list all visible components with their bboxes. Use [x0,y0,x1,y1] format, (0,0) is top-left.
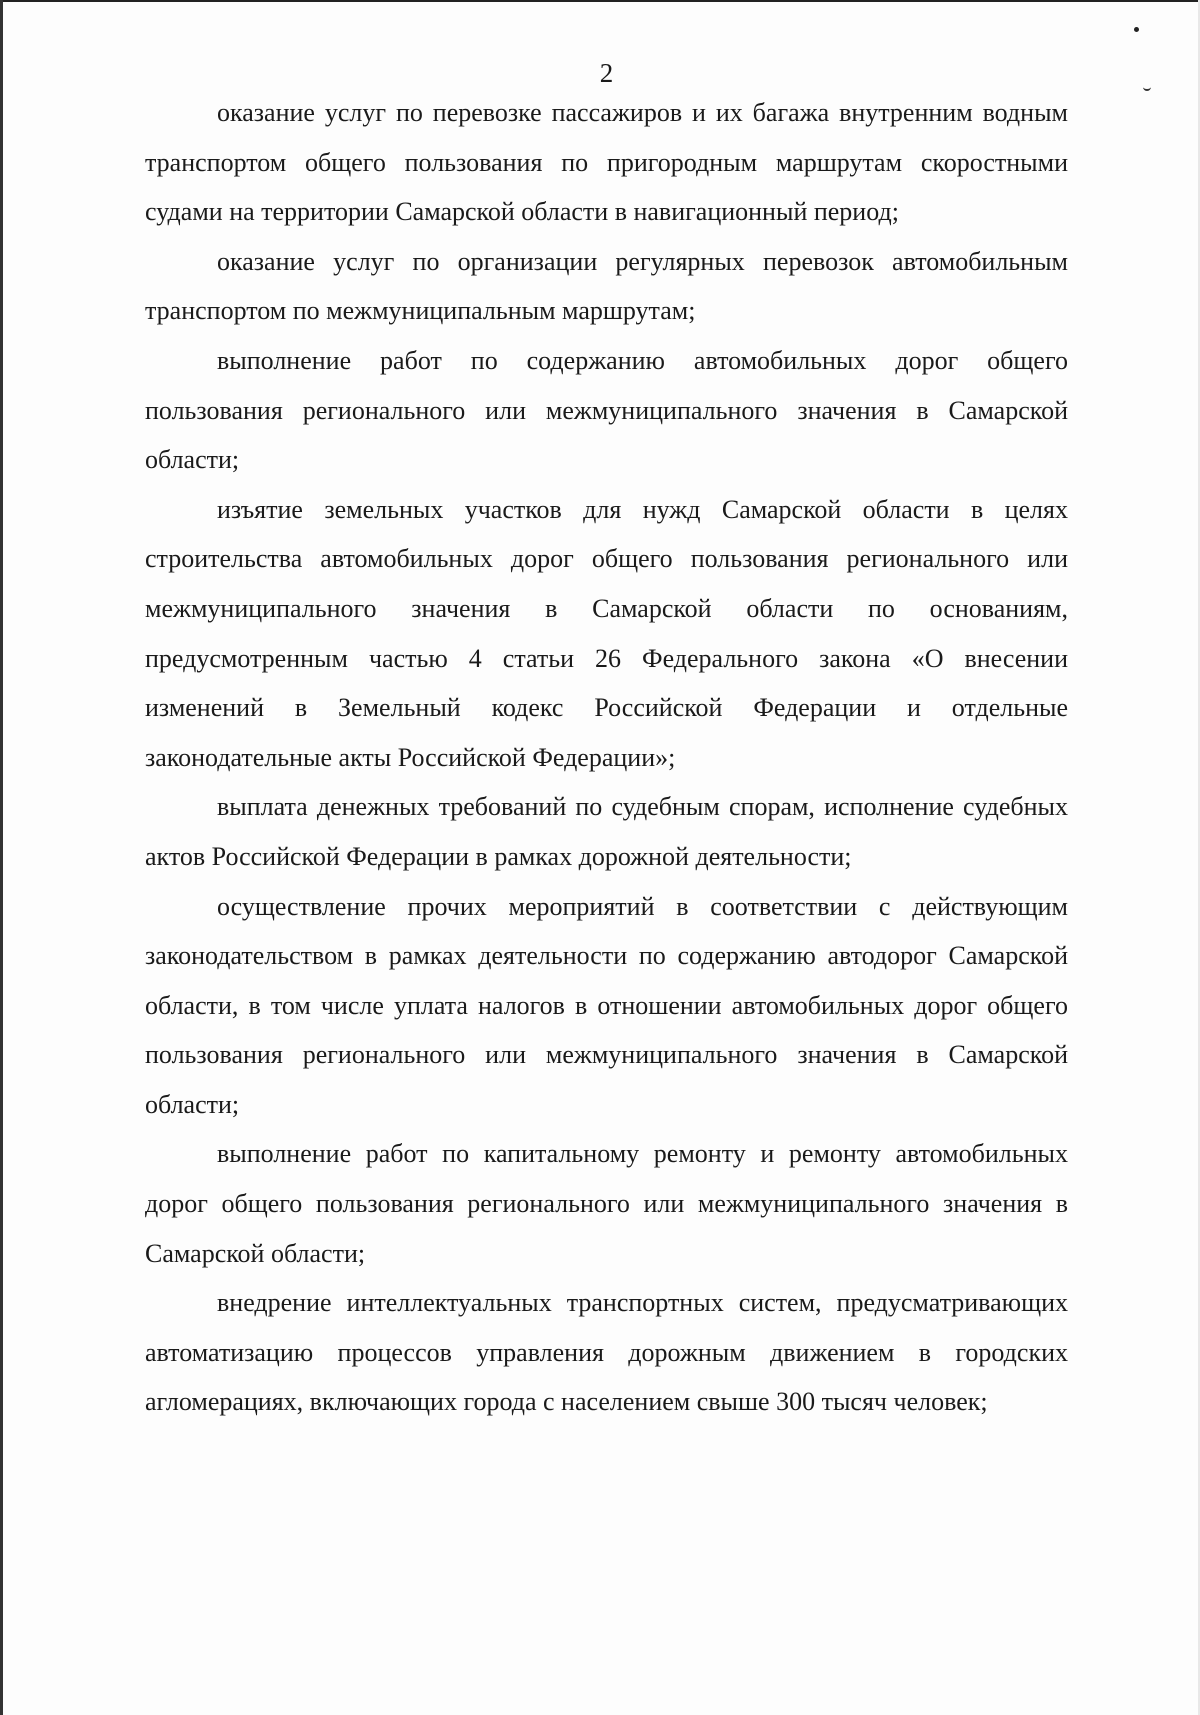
paragraph: оказание услуг по организации регулярных перевозок автомобильным транспортом по межмуниципальным маршрутам; [145,246,1068,326]
paragraph: выполнение работ по капитальному ремонту и ремонту автомобильных дорог общего пользования регионального или межмуниципального значения в Самарской области; [145,1139,1068,1268]
paragraph: внедрение интеллектуальных транспортных систем, предусматривающих автоматизацию процессов управления дорожным движением в городских агломерациях, включающих города с населением свыше 300 тысяч человек; [145,1288,1068,1417]
scan-speck [1134,27,1139,32]
paragraph: осуществление прочих мероприятий в соответствии с действующим законодательством в рамках деятельности по содержанию автодорог Самарской области, в том числе уплата налогов в отношении автомобильных дорог общего пользования регионального или межмуниципального значения в Самарской области; [145,891,1068,1119]
paragraph: изъятие земельных участков для нужд Самарской области в целях строительства автомобильных дорог общего пользования регионального или межмуниципального значения в Самарской области по основаниям, предусмотренным частью 4 статьи 26 Федерального закона «О внесении изменений в Земельный кодекс Российской Федерации и отдельные законодательные акты Российской Федерации»; [145,494,1068,772]
paragraph: оказание услуг по перевозке пассажиров и их багажа внутренним водным транспортом общего пользования по пригородным маршрутам скоростными судами на территории Самарской области в навигационный период; [145,98,1068,227]
paragraph: выплата денежных требований по судебным спорам, исполнение судебных актов Российской Федерации в рамках дорожной деятельности; [145,792,1068,871]
scan-left-border [0,0,3,1715]
page-number: 2 [599,58,614,88]
scan-top-border [0,0,1200,2]
document-body [145,88,1068,1427]
paragraph: выполнение работ по содержанию автомобильных дорог общего пользования регионального или межмуниципального значения в Самарской области; [145,345,1068,475]
